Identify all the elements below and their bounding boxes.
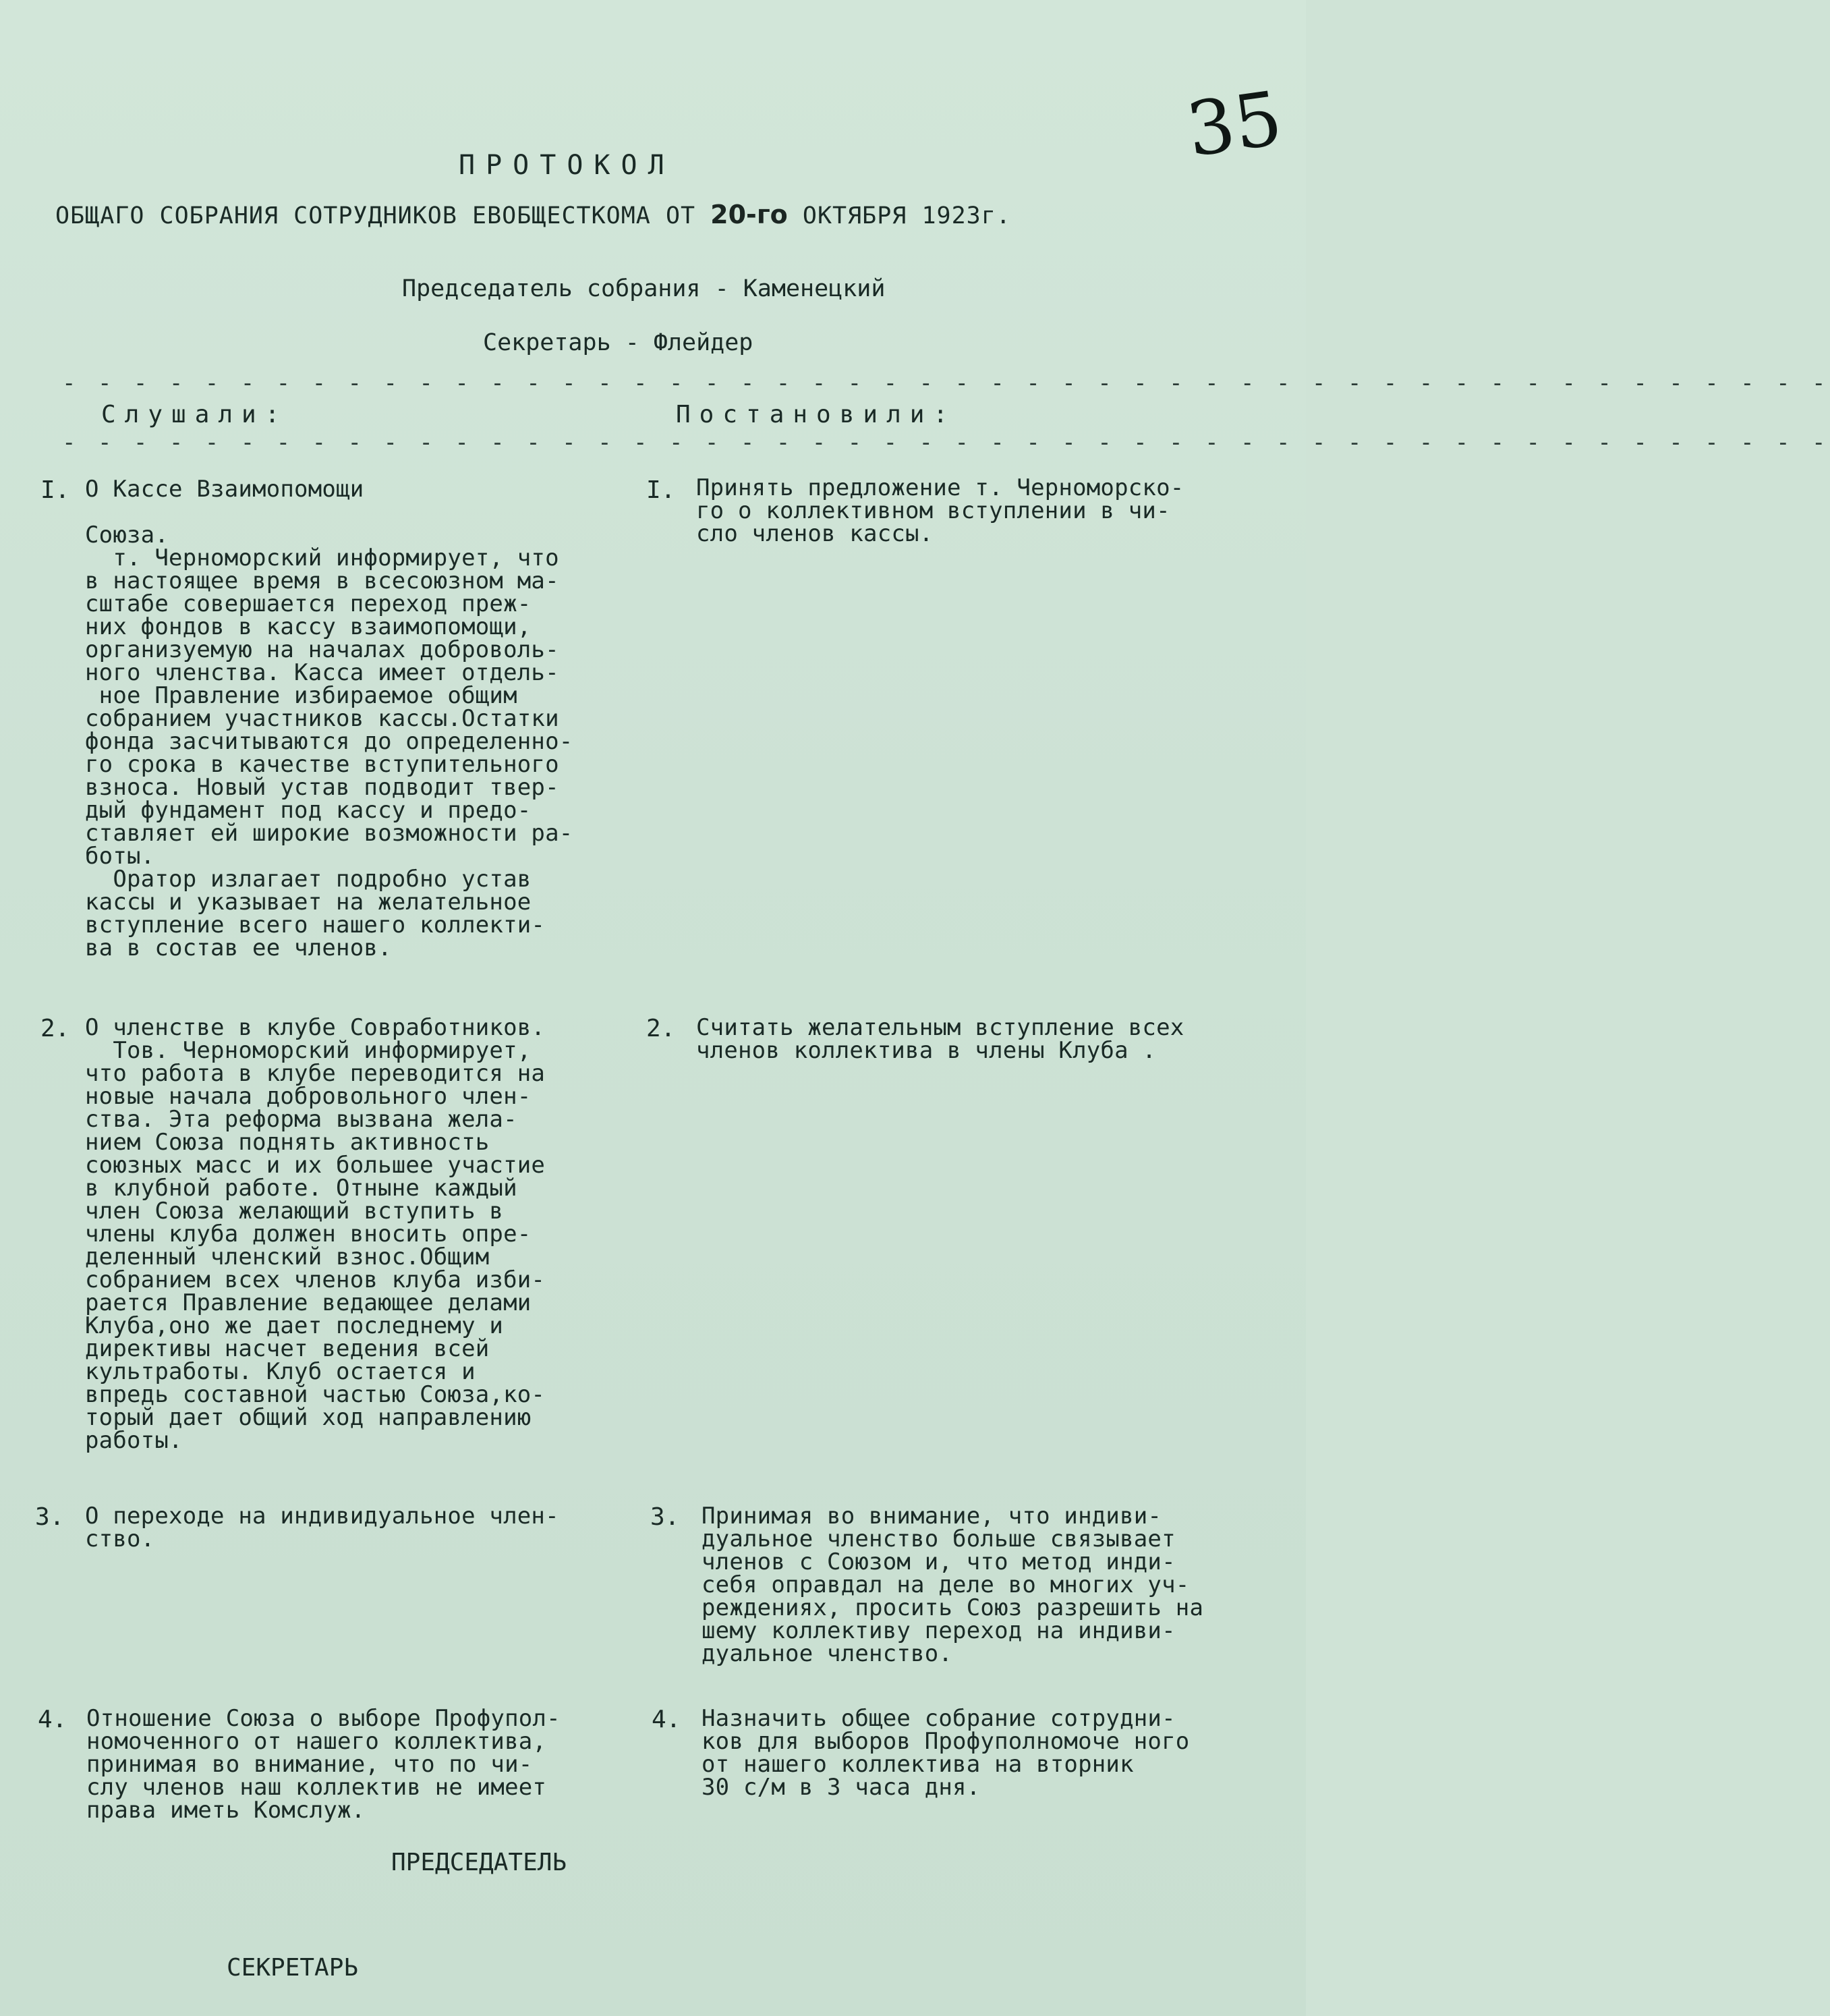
document-title: ПРОТОКОЛ [459,150,675,181]
resolution-number: I. [646,476,676,504]
divider-top: - - - - - - - - - - - - - - - - - - - - - - - - - - - - - - - - - - - - - - - - - - - - - - - - - - [62,370,1830,397]
column-heading-heard: Слушали: [101,401,289,428]
item-heard-text: О Кассе Взаимопомощи Союза. т. Черноморский информирует, что в настоящее время в всесоюзном ма- сштабе совершается переход преж- них фондов в кассу взаимопомощи, организуемую на началах доброволь- ного членства. Касса имеет отдель- ное Правление избираемое общим собранием участников кассы.Остатки фонда засчитываются до определенно- го срока в качестве вступительного взноса. Новый устав подводит твер- дый фундамент под кассу и предо- ставляет ей широкие возможности ра- боты. Оратор излагает подробно устав кассы и указывает на желательное вступление всего нашего коллекти- ва в состав ее членов. [85,476,573,961]
item-number: 2. [40,1015,70,1042]
secretary-line: Секретарь - Флейдер [483,329,753,356]
resolution-text: Назначить общее собрание сотрудни- ков для выборов Профуполномоче ного от нашего коллектива на вторник 30 с/м в 3 часа дня. [702,1705,1190,1801]
signature-chairman: ПРЕДСЕДАТЕЛЬ [391,1849,567,1876]
item-heard-text: О переходе на индивидуальное член- ство. [85,1503,559,1552]
subtitle-prefix: ОБЩАГО СОБРАНИЯ СОТРУДНИКОВ ЕВОБЩЕСТКОМА ОТ [55,202,711,229]
handwritten-date: 20-го [710,200,788,229]
item-heard-text: Отношение Союза о выборе Профупол- номоченного от нашего коллектива, принимая во внимание, что по чи- слу членов наш коллектив не имеет права иметь Комслуж. [86,1705,561,1824]
item-heard-text: О членстве в клубе Совработников. Тов. Черноморский информирует, что работа в клубе переводится на новые начала добровольного член- ства. Эта реформа вызвана жела- нием Союза поднять активность союзных масс и их большее участие в клубной работе. Отныне каждый член Союза желающий вступить в члены клуба должен вносить опре- деленный членский взнос.Общим собранием всех членов клуба изби- рается Правление ведающее делами Клуба,оно же дает последнему и директивы насчет ведения всей культработы. Клуб остается и впредь составной частью Союза,ко- торый дает общий ход направлению работы. [85,1014,546,1454]
resolution-number: 3. [650,1503,680,1531]
resolution-text: Принять предложение т. Черноморско- го о коллективном вступлении в чи- сло членов кассы. [696,474,1184,547]
resolution-text: Считать желательным вступление всех членов коллектива в члены Клуба . [696,1014,1184,1064]
column-heading-resolved: Постановили: [676,401,957,428]
item-number: 3. [35,1503,65,1531]
resolution-number: 2. [646,1015,676,1042]
chairman-line: Председатель собрания - Каменецкий [402,275,886,302]
item-number: 4. [38,1706,67,1733]
item-number: I. [40,476,70,504]
divider-bottom: - - - - - - - - - - - - - - - - - - - - - - - - - - - - - - - - - - - - - - - - - - - - - - - - - - [62,429,1830,456]
resolution-text: Принимая во внимание, что индиви- дуальное членство больше связывает членов с Союзом и, что метод инди- себя оправдал на деле во многих уч- реждениях, просить Союз разрешить на шему коллективу переход на индиви- дуальное членство. [702,1503,1204,1667]
signature-secretary: СЕКРЕТАРЬ [227,1954,359,1982]
resolution-number: 4. [652,1706,681,1733]
document-subtitle [55,200,1011,229]
handwritten-page-number: 35 [1181,74,1288,174]
subtitle-suffix: ОКТЯБРЯ 1923г. [787,202,1011,229]
